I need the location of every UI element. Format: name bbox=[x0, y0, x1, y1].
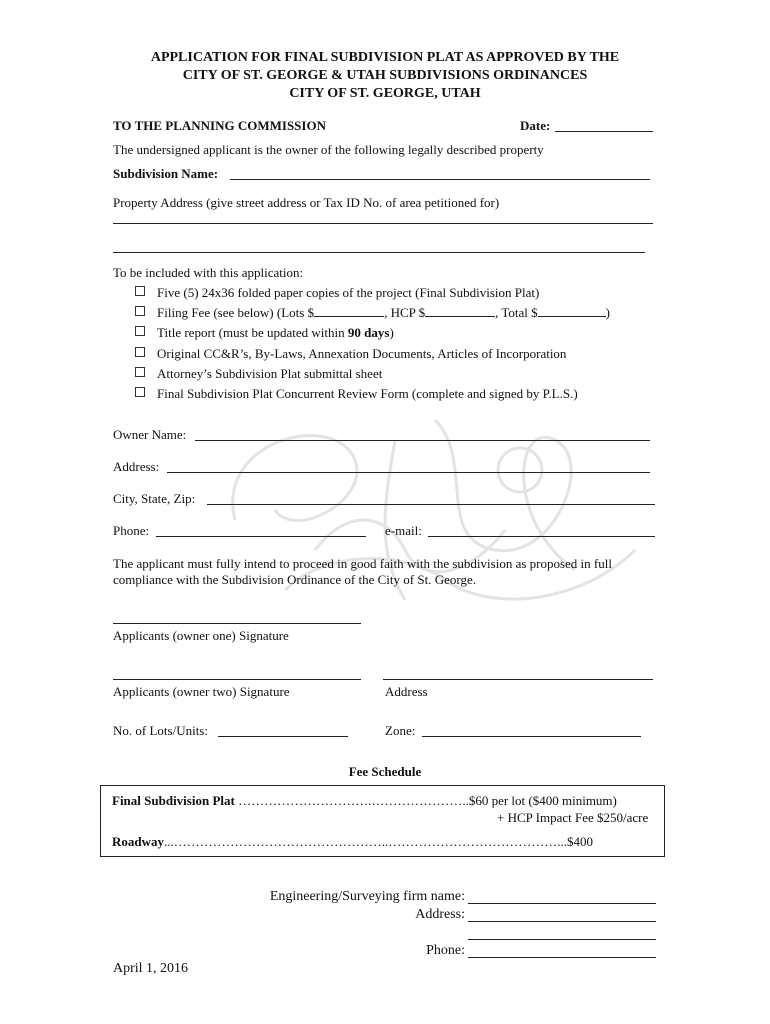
checkbox[interactable] bbox=[135, 367, 145, 377]
hcp-label: , HCP $ bbox=[384, 305, 426, 320]
plat-fee-value: $60 per lot ($400 minimum) bbox=[468, 793, 617, 808]
subdivision-name-field[interactable] bbox=[230, 179, 650, 180]
lots-units-label: No. of Lots/Units: bbox=[113, 723, 208, 738]
plat-fee-row bbox=[112, 793, 617, 809]
title-line-1: APPLICATION FOR FINAL SUBDIVISION PLAT AS APPROVED BY THE bbox=[150, 50, 620, 65]
checklist-item bbox=[135, 285, 539, 301]
zone-field[interactable] bbox=[422, 736, 641, 737]
checklist-item-text: Five (5) 24x36 folded paper copies of the project (Final Subdivision Plat) bbox=[157, 285, 540, 300]
firm-address-field-1[interactable] bbox=[468, 921, 656, 922]
signature-2-field[interactable] bbox=[113, 679, 361, 680]
hcp-fee-field[interactable] bbox=[425, 305, 495, 317]
checklist-item-text: Original CC&R’s, By-Laws, Annexation Documents, Articles of Incorporation bbox=[157, 346, 567, 361]
owner-address-field[interactable] bbox=[167, 472, 650, 473]
checklist-item bbox=[135, 346, 566, 362]
closing-paren: ) bbox=[389, 325, 394, 340]
city-state-zip-label: City, State, Zip: bbox=[113, 491, 196, 506]
firm-address-field-2[interactable] bbox=[468, 939, 656, 940]
checkbox[interactable] bbox=[135, 286, 145, 296]
firm-phone-field[interactable] bbox=[468, 957, 656, 958]
intro-text: The undersigned applicant is the owner of the following legally described property bbox=[113, 142, 544, 157]
phone-label: Phone: bbox=[113, 523, 150, 538]
lots-units-field[interactable] bbox=[218, 736, 348, 737]
footer-date: April 1, 2016 bbox=[113, 961, 189, 976]
checklist-item-text: Final Subdivision Plat Concurrent Review Form (complete and signed by P.L.S.) bbox=[157, 386, 578, 401]
property-address-field-2[interactable] bbox=[113, 252, 645, 253]
checklist-item bbox=[135, 386, 578, 402]
phone-field[interactable] bbox=[156, 536, 366, 537]
hcp-fee-value: + HCP Impact Fee $250/acre bbox=[497, 810, 649, 825]
signature-address-field[interactable] bbox=[383, 679, 653, 680]
signature-1-field[interactable] bbox=[113, 623, 361, 624]
checkbox[interactable] bbox=[135, 306, 145, 316]
property-address-label: Property Address (give street address or Tax ID No. of area petitioned for) bbox=[113, 195, 500, 210]
owner-address-label: Address: bbox=[113, 459, 160, 474]
checkbox[interactable] bbox=[135, 326, 145, 336]
checkbox[interactable] bbox=[135, 347, 145, 357]
checkbox[interactable] bbox=[135, 387, 145, 397]
date-label: Date: bbox=[520, 118, 551, 133]
statement-line-2: compliance with the Subdivision Ordinance of the City of St. George. bbox=[113, 572, 476, 587]
title-line-3: CITY OF ST. GEORGE, UTAH bbox=[289, 86, 481, 101]
lots-fee-field[interactable] bbox=[314, 305, 384, 317]
closing-paren: ) bbox=[605, 305, 611, 320]
firm-name-field[interactable] bbox=[468, 903, 656, 904]
checklist-item bbox=[135, 325, 394, 341]
firm-address-label: Address: bbox=[415, 907, 465, 922]
emphasis-text: 90 days bbox=[347, 325, 390, 340]
owner-name-field[interactable] bbox=[195, 440, 650, 441]
checklist-item bbox=[135, 305, 610, 321]
roadway-fee-value: $400 bbox=[567, 834, 594, 849]
included-label: To be included with this application: bbox=[113, 265, 304, 280]
owner-name-label: Owner Name: bbox=[113, 427, 187, 442]
roadway-fee-label: Roadway bbox=[112, 834, 165, 849]
checklist-item-text: Attorney’s Subdivision Plat submittal sheet bbox=[157, 366, 383, 381]
checklist-item-text: Filing Fee (see below) (Lots $ bbox=[157, 305, 315, 320]
subdivision-name-label: Subdivision Name: bbox=[113, 166, 219, 181]
statement-line-1: The applicant must fully intend to proceed in good faith with the subdivision as proposed in full bbox=[113, 556, 612, 571]
checklist-item bbox=[135, 366, 382, 382]
roadway-fee-row bbox=[112, 834, 593, 850]
recipient-heading: TO THE PLANNING COMMISSION bbox=[113, 118, 326, 133]
date-field[interactable] bbox=[555, 131, 653, 132]
fee-schedule-title: Fee Schedule bbox=[348, 764, 422, 779]
firm-phone-label: Phone: bbox=[426, 943, 465, 958]
total-label: , Total $ bbox=[495, 305, 538, 320]
firm-name-label: Engineering/Surveying firm name: bbox=[269, 889, 465, 904]
checklist-item-text: Title report (must be updated within bbox=[157, 325, 348, 340]
city-state-zip-field[interactable] bbox=[207, 504, 655, 505]
signature-1-label: Applicants (owner one) Signature bbox=[113, 628, 289, 643]
email-label: e-mail: bbox=[385, 523, 422, 538]
zone-label: Zone: bbox=[385, 723, 416, 738]
title-line-2: CITY OF ST. GEORGE & UTAH SUBDIVISIONS ORDINANCES bbox=[182, 68, 588, 83]
email-field[interactable] bbox=[428, 536, 655, 537]
total-fee-field[interactable] bbox=[538, 305, 606, 317]
signature-address-label: Address bbox=[385, 684, 428, 699]
leader-dots: ………………………….………………….. bbox=[238, 793, 469, 808]
signature-2-label: Applicants (owner two) Signature bbox=[113, 684, 290, 699]
leader-dots: ...…………………………………………..…………………………………... bbox=[164, 834, 568, 849]
plat-fee-label: Final Subdivision Plat bbox=[112, 793, 235, 808]
property-address-field-1[interactable] bbox=[113, 223, 653, 224]
